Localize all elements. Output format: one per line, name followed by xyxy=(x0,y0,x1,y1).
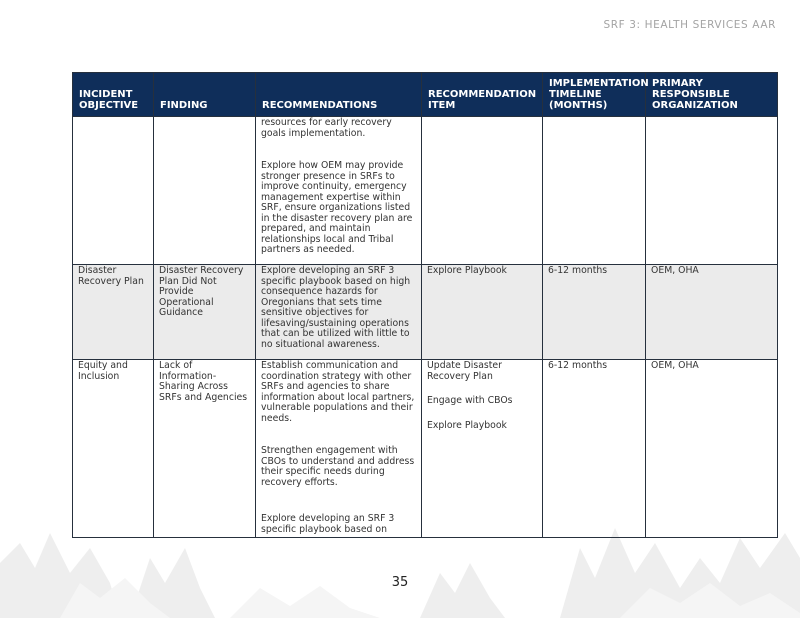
cell-timeline: 6-12 months xyxy=(543,265,646,360)
column-header-recommendations: RECOMMENDATIONS xyxy=(256,73,422,117)
recommendation-text: Explore developing an SRF 3 specific playbook based on high consequence hazards for Oregonians that sets time sensitive objectives for lifesaving/sustaining operations that can be utilized with little to no situational awareness. xyxy=(261,265,411,350)
recommendation-item-text: Engage with CBOs xyxy=(427,395,513,406)
cell-finding: Lack of Information-Sharing Across SRFs and Agencies xyxy=(154,360,256,538)
cell-recommendations xyxy=(256,360,422,538)
cell-objective xyxy=(73,117,154,265)
recommendation-text: resources for early recovery goals implementation. xyxy=(261,117,392,139)
recommendation-text: Explore developing an SRF 3 specific playbook based on xyxy=(261,513,395,535)
table-row xyxy=(73,360,778,538)
cell-finding xyxy=(154,117,256,265)
cell-recommendation-item xyxy=(422,360,543,538)
column-header-objective: INCIDENT OBJECTIVE xyxy=(73,73,154,117)
page-header-title: SRF 3: HEALTH SERVICES AAR xyxy=(603,19,776,31)
cell-organization: OEM, OHA xyxy=(646,360,778,538)
recommendations-table xyxy=(72,72,778,538)
cell-objective: Disaster Recovery Plan xyxy=(73,265,154,360)
column-header-finding: FINDING xyxy=(154,73,256,117)
table-header-row xyxy=(73,73,778,117)
cell-finding: Disaster Recovery Plan Did Not Provide Operational Guidance xyxy=(154,265,256,360)
cell-recommendation-item xyxy=(422,117,543,265)
cell-timeline xyxy=(543,117,646,265)
cell-organization xyxy=(646,117,778,265)
recommendation-item-text: Explore Playbook xyxy=(427,265,507,276)
column-header-recommendation-item: RECOMMENDATION ITEM xyxy=(422,73,543,117)
recommendation-text: Establish communication and coordination strategy with other SRFs and agencies to share information about local partners, vulnerable populations and their needs. xyxy=(261,360,415,424)
page-number: 35 xyxy=(391,575,409,590)
cell-timeline: 6-12 months xyxy=(543,360,646,538)
cell-recommendations xyxy=(256,117,422,265)
cell-organization: OEM, OHA xyxy=(646,265,778,360)
table-row xyxy=(73,117,778,265)
cell-objective: Equity and Inclusion xyxy=(73,360,154,538)
recommendation-text: Explore how OEM may provide stronger presence in SRFs to improve continuity, emergency management expertise within SRF, ensure organizations listed in the disaster recovery plan are prepared, and maintain relationships local and Tribal partners as needed. xyxy=(261,160,413,255)
recommendation-item-text: Update Disaster Recovery Plan xyxy=(427,360,502,382)
cell-recommendation-item xyxy=(422,265,543,360)
table-row xyxy=(73,265,778,360)
cell-recommendations xyxy=(256,265,422,360)
column-header-timeline: IMPLEMENTATION TIMELINE (MONTHS) xyxy=(543,73,646,117)
recommendation-item-text: Explore Playbook xyxy=(427,419,507,431)
column-header-organization: PRIMARY RESPONSIBLE ORGANIZATION xyxy=(646,73,778,117)
recommendation-text: Strengthen engagement with CBOs to understand and address their specific needs during recovery efforts. xyxy=(261,445,415,488)
